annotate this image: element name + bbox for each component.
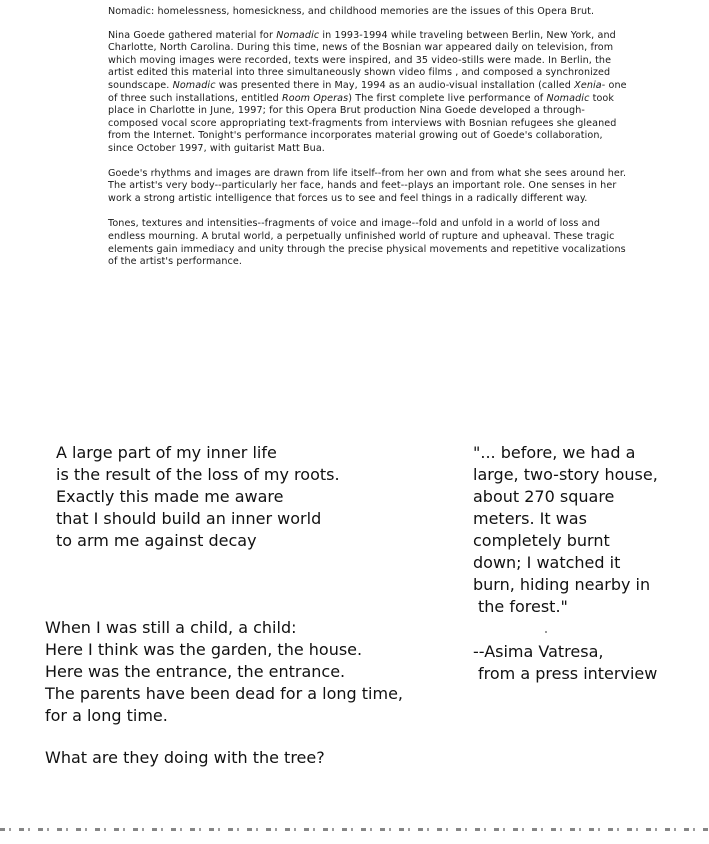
quote-line: about 270 square <box>473 487 615 506</box>
intro-paragraph: Nomadic: homelessness, homesickness, and childhood memories are the issues of this Opera Brut. <box>108 6 595 17</box>
poem-line: Exactly this made me aware <box>56 487 284 506</box>
work-title: Nomadic <box>172 79 216 91</box>
artist-paragraph: Goede's rhythms and images are drawn from life itself--from her own and from what she sees around her. The artist's very body--particularly her face, hands and feet--plays an important role. One senses in her work a strong artistic intelligence that forces us to see and feel things in a radically different way. <box>108 167 627 204</box>
attribution-line: from a press interview <box>478 664 658 683</box>
poem-line: Here I think was the garden, the house. <box>45 640 363 659</box>
work-title: Nomadic <box>276 29 320 41</box>
attribution-line: --Asima Vatresa, <box>473 642 604 661</box>
poem-line: Here was the entrance, the entrance. <box>45 662 346 681</box>
quote-line: burn, hiding nearby in <box>473 575 651 594</box>
text-run: was presented there in May, 1994 as an audio-visual installation (called <box>215 79 575 91</box>
text-run: Nina Goede gathered material for <box>108 29 277 41</box>
work-title: Nomadic <box>546 92 590 104</box>
quote-line: meters. It was <box>473 509 587 528</box>
text-run: took place in Charlotte in June, 1997; for this Opera Brut production Nina Goede developed a through-composed vocal score appropriating text-fragments from interviews with Bosnian refugees she gleaned from the Internet. Tonight's performance incorporates material growing out of Goede's collaboration, since October 1997, with guitarist Matt Bua. <box>108 92 617 154</box>
scan-speck <box>545 631 547 633</box>
closing-question: What are they doing with the tree? <box>45 748 325 767</box>
text-run: - one of three such installations, entitled <box>108 79 627 104</box>
quote-line: down; I watched it <box>473 553 621 572</box>
poem-line: When I was still a child, a child: <box>45 618 297 637</box>
refugee-quote <box>473 442 658 618</box>
work-title: Room Operas <box>281 92 349 104</box>
poem-line: The parents have been dead for a long time, <box>45 684 403 703</box>
quote-line: large, two-story house, <box>473 465 658 484</box>
quote-attribution <box>473 641 657 685</box>
quote-line: "... before, we had a <box>473 443 636 462</box>
text-run: ) The first complete live performance of <box>348 92 547 104</box>
background-paragraph <box>108 30 628 156</box>
quote-line: the forest." <box>478 597 568 616</box>
poem-line: to arm me against decay <box>56 531 257 550</box>
program-notes <box>108 6 628 281</box>
work-title: Xenia <box>574 79 602 91</box>
poem-inner-life <box>56 442 340 552</box>
poem-line: A large part of my inner life <box>56 443 277 462</box>
poem-line: that I should build an inner world <box>56 509 322 528</box>
scan-edge-divider <box>0 828 709 831</box>
quote-line: completely burnt <box>473 531 610 550</box>
text-run: in 1993-1994 while traveling between Berlin, New York, and Charlotte, North Carolina. During this time, news of the Bosnian war appeared daily on television, from which moving images were recorded, texts were inspired, and 35 video-stills were made. In Berlin, the artist edited this material into three simultaneously shown video films , and composed a synchronized soundscape. <box>108 29 616 91</box>
poem-line: for a long time. <box>45 706 168 725</box>
themes-paragraph: Tones, textures and intensities--fragments of voice and image--fold and unfold in a world of loss and endless mourning. A brutal world, a perpetually unfinished world of rupture and upheaval. These tragic elements gain immediacy and unity through the precise physical movements and repetitive vocalizations of the artist's performance. <box>108 218 626 268</box>
poem-childhood <box>45 617 403 727</box>
poem-line: is the result of the loss of my roots. <box>56 465 340 484</box>
